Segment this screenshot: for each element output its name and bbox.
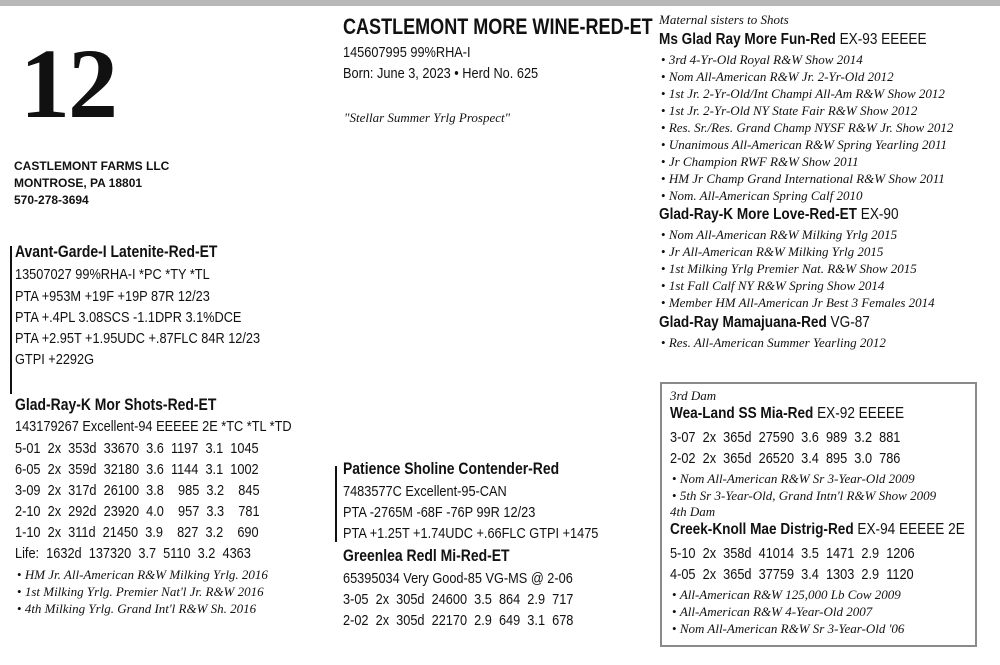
granddam-name: Greenlea Redl Mi-Red-ET [343,546,510,565]
dam-record: 5-01 2x 353d 33670 3.6 1197 3.1 1045 [15,440,259,457]
sire-bracket-line [10,246,12,394]
dam-line: 143179267 Excellent-94 EEEEE 2E *TC *TL *TD [15,418,292,435]
dam-record: 6-05 2x 359d 32180 3.6 1144 3.1 1002 [15,461,259,478]
sister-name: Glad-Ray-K More Love-Red-ET [659,206,857,223]
dams-sire-line: PTA +1.25T +1.74UDC +.66FLC GTPI +1475 [343,525,599,542]
consignor-name: CASTLEMONT FARMS LLC [14,159,170,173]
sire-line: GTPI +2292G [15,351,95,368]
third-dam-note: • 5th Sr 3-Year-Old, Grand Intn'l R&W Show 2009 [672,488,936,504]
dam-record: 2-10 2x 292d 23920 4.0 957 3.3 781 [15,503,260,520]
sister-heading [659,206,899,224]
fourth-dam-note: • Nom All-American R&W Sr 3-Year-Old '06 [672,621,904,637]
fourth-dam-score: EX-94 EEEEE 2E [853,521,965,538]
sister-name: Glad-Ray Mamajuana-Red [659,314,827,331]
sire-line: PTA +.4PL 3.08SCS -1.1DPR 3.1%DCE [15,309,242,326]
dam-note: • 1st Milking Yrlg. Premier Nat'l Jr. R&W 2016 [17,584,264,600]
consignor-city: MONTROSE, PA 18801 [14,176,143,190]
sister-note: • 3rd 4-Yr-Old Royal R&W Show 2014 [661,52,863,68]
sister-heading [659,31,927,49]
top-divider [0,0,1000,6]
sire-line: 13507027 99%RHA-I *PC *TY *TL [15,266,210,283]
sister-note: • Nom All-American R&W Milking Yrlg 2015 [661,227,897,243]
sister-note: • 1st Jr. 2-Yr-Old NY State Fair R&W Show 2012 [661,103,917,119]
sister-note: • 1st Milking Yrlg Premier Nat. R&W Show 2015 [661,261,917,277]
fourth-dam-name: Creek-Knoll Mae Distrig-Red [670,521,854,538]
sister-note: • Member HM All-American Jr Best 3 Females 2014 [661,295,935,311]
dam-record: 3-09 2x 317d 26100 3.8 985 3.2 845 [15,482,260,499]
third-dam-note: • Nom All-American R&W Sr 3-Year-Old 2009 [672,471,915,487]
sister-score: VG-87 [826,314,870,331]
third-dam-score: EX-92 EEEEE [813,405,905,422]
sister-note: • 1st Fall Calf NY R&W Spring Show 2014 [661,278,884,294]
granddam-line: 65395034 Very Good-85 VG-MS @ 2-06 [343,570,573,587]
sister-note: • Jr All-American R&W Milking Yrlg 2015 [661,244,883,260]
fourth-dam-heading [670,521,965,539]
fourth-dam-note: • All-American R&W 125,000 Lb Cow 2009 [672,587,901,603]
dam-name: Glad-Ray-K Mor Shots-Red-ET [15,395,217,414]
sire-name: Avant-Garde-I Latenite-Red-ET [15,242,218,261]
animal-quote: "Stellar Summer Yrlg Prospect" [344,110,511,125]
consignor-block [14,158,169,209]
fourth-dam-record: 5-10 2x 358d 41014 3.5 1471 2.9 1206 [670,545,915,562]
sire-line: PTA +2.95T +1.95UDC +.87FLC 84R 12/23 [15,330,261,347]
granddam-record: 2-02 2x 305d 22170 2.9 649 3.1 678 [343,612,574,629]
fourth-dam-label: 4th Dam [670,504,716,519]
sister-note: • Jr Champion RWF R&W Show 2011 [661,154,859,170]
dams-sire-bracket-line [335,466,337,542]
dam-record: 1-10 2x 311d 21450 3.9 827 3.2 690 [15,524,259,541]
animal-born: Born: June 3, 2023 • Herd No. 625 [343,65,539,82]
granddam-record: 3-05 2x 305d 24600 3.5 864 2.9 717 [343,591,574,608]
maternal-sisters-label: Maternal sisters to Shots [659,12,789,27]
animal-registration: 145607995 99%RHA-I [343,44,471,61]
third-dam-box [660,382,977,647]
sister-note: • HM Jr Champ Grand International R&W Show 2011 [661,171,945,187]
dam-note: • 4th Milking Yrlg. Grand Int'l R&W Sh. 2016 [17,601,256,617]
sister-note: • Res. All-American Summer Yearling 2012 [661,335,886,351]
consignor-phone: 570-278-3694 [14,193,89,207]
sire-line: PTA +953M +19F +19P 87R 12/23 [15,288,210,305]
dams-sire-line: PTA -2765M -68F -76P 99R 12/23 [343,504,536,521]
sister-note: • 1st Jr. 2-Yr-Old/Int Champi All-Am R&W Show 2012 [661,86,945,102]
third-dam-name: Wea-Land SS Mia-Red [670,405,814,422]
fourth-dam-note: • All-American R&W 4-Year-Old 2007 [672,604,872,620]
dams-sire-name: Patience Sholine Contender-Red [343,459,560,478]
dam-lifetime: Life: 1632d 137320 3.7 5110 3.2 4363 [15,545,251,562]
sister-note: • Nom All-American R&W Jr. 2-Yr-Old 2012 [661,69,894,85]
sister-name: Ms Glad Ray More Fun-Red [659,31,836,48]
dam-note: • HM Jr. All-American R&W Milking Yrlg. 2016 [17,567,268,583]
third-dam-record: 2-02 2x 365d 26520 3.4 895 3.0 786 [670,450,901,467]
sister-note: • Nom. All-American Spring Calf 2010 [661,188,863,204]
sister-heading [659,314,870,332]
third-dam-record: 3-07 2x 365d 27590 3.6 989 3.2 881 [670,429,901,446]
sister-score: EX-90 [856,206,899,223]
sister-note: • Res. Sr./Res. Grand Champ NYSF R&W Jr. Show 2012 [661,120,953,136]
fourth-dam-record: 4-05 2x 365d 37759 3.4 1303 2.9 1120 [670,566,914,583]
dams-sire-line: 7483577C Excellent-95-CAN [343,483,507,500]
animal-name: CASTLEMONT MORE WINE-RED-ET [343,14,653,39]
third-dam-heading [670,405,904,423]
sister-note: • Unanimous All-American R&W Spring Yearling 2011 [661,137,947,153]
lot-number: 12 [20,28,116,139]
third-dam-label: 3rd Dam [670,388,717,403]
sister-score: EX-93 EEEEE [835,31,927,48]
